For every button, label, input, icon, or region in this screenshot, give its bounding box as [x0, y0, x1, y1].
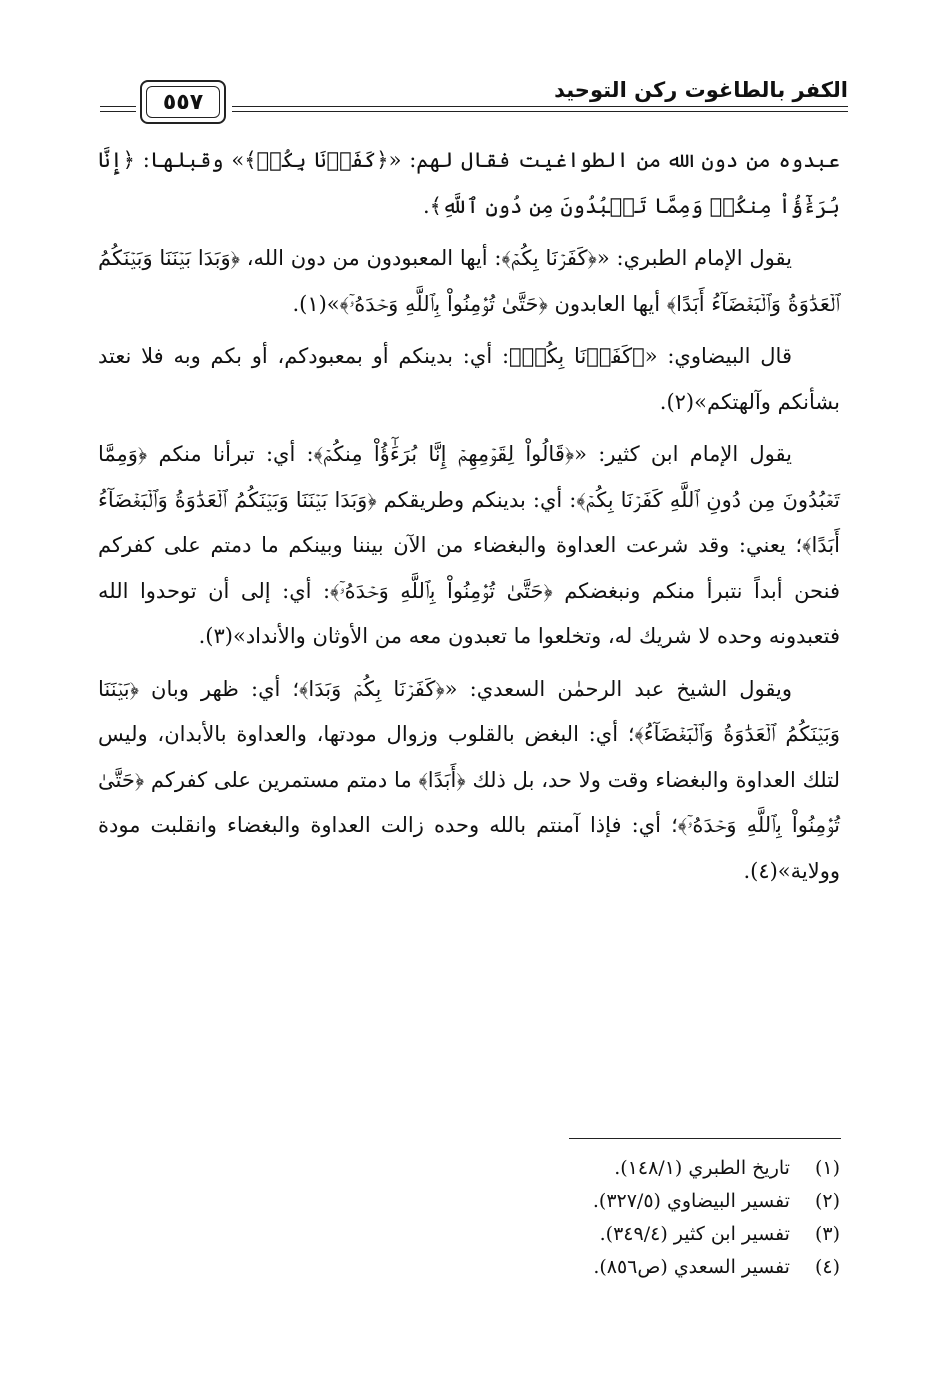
header-rule — [100, 106, 136, 107]
paragraph: قال البيضاوي: «﴿كَفَرۡنَا بِكُمۡ﴾: أي: بدينكم أو بمعبودكم، أو بكم وبه فلا نعتد بشأنكم وآلهتكم»(٢). — [98, 344, 840, 414]
footnote-text: تفسير البيضاوي (٣٢٧/٥). — [592, 1190, 790, 1212]
footnote-text: تاريخ الطبري (١٤٨/١). — [614, 1157, 790, 1179]
page-header — [100, 70, 848, 130]
footnote-number: (٣) — [814, 1223, 840, 1245]
paragraph: عبدوه من دون الله من الطواغيت فقال لهم: «﴿كَفَرۡنَا بِكُمۡ﴾» وقبلها: ﴿إِنَّا بُرَءَٰٓؤُاْ مِنكُمۡ وَمِمَّا تَعۡبُدُونَ مِن دُونِ ٱللَّهِ﴾. — [98, 148, 840, 218]
page-number: ٥٥٧ — [146, 86, 220, 118]
paragraph: ويقول الشيخ عبد الرحمٰن السعدي: «﴿كَفَرۡنَا بِكُمۡ وَبَدَا﴾؛ أي: ظهر وبان ﴿بَيۡنَنَا وَبَيۡنَكُمُ ٱلۡعَدَٰوَةُ وَٱلۡبَغۡضَآءُ﴾؛ أي: البغض بالقلوب وزوال مودتها، والعداوة بالأبدان، وليس لتلك العداوة والبغضاء وقت ولا حد، بل ذلك ﴿أَبَدًا﴾ ما دمتم مستمرين على كفركم ﴿حَتَّىٰ تُؤۡمِنُواْ بِٱللَّهِ وَحۡدَهُۥٓ﴾؛ أي: فإذا آمنتم بالله وحده زالت العداوة والبغضاء وانقلبت مودة وولاية»(٤). — [98, 676, 840, 883]
footnote-number: (٤) — [814, 1256, 840, 1278]
footnote — [420, 1218, 840, 1251]
footnote-number: (٢) — [814, 1190, 840, 1212]
footnote — [420, 1152, 840, 1185]
paragraph: يقول الإمام الطبري: «﴿كَفَرۡنَا بِكُمۡ﴾: أيها المعبودون من دون الله، ﴿وَبَدَا بَيۡنَنَا وَبَيۡنَكُمُ ٱلۡعَدَٰوَةُ وَٱلۡبَغۡضَآءُ أَبَدًا﴾ أيها العابدون ﴿حَتَّىٰ تُؤۡمِنُواْ بِٱللَّهِ وَحۡدَهُۥٓ﴾»(١). — [98, 246, 840, 316]
footnote — [420, 1185, 840, 1218]
footnote — [420, 1251, 840, 1284]
footnote-separator — [569, 1138, 841, 1139]
header-rule — [232, 111, 848, 112]
running-title: الكفر بالطاغوت ركن التوحيد — [554, 78, 848, 102]
page-number-frame — [140, 80, 226, 124]
header-rule — [232, 106, 848, 107]
paragraph: يقول الإمام ابن كثير: «﴿قَالُواْ لِقَوۡمِهِمۡ إِنَّا بُرَءَٰٓؤُاْ مِنكُمۡ﴾: أي: تبرأنا منكم ﴿وَمِمَّا تَعۡبُدُونَ مِن دُونِ ٱللَّهِ كَفَرۡنَا بِكُمۡ﴾: أي: بدينكم وطريقكم ﴿وَبَدَا بَيۡنَنَا وَبَيۡنَكُمُ ٱلۡعَدَٰوَةُ وَٱلۡبَغۡضَآءُ أَبَدًا﴾؛ يعني: وقد شرعت العداوة والبغضاء من الآن بيننا وبينكم ما دمتم على كفركم فنحن أبداً نتبرأ منكم ونبغضكم ﴿حَتَّىٰ تُؤۡمِنُواْ بِٱللَّهِ وَحۡدَهُۥٓ﴾: أي: إلى أن توحدوا الله فتعبدونه وحده لا شريك له، وتخلعوا ما تعبدون معه من الأوثان والأنداد»(٣). — [98, 442, 840, 648]
footnotes — [420, 1152, 840, 1284]
footnote-number: (١) — [814, 1157, 840, 1179]
footnote-text: تفسير السعدي (ص٨٥٦). — [593, 1256, 790, 1278]
footnote-text: تفسير ابن كثير (٣٤٩/٤). — [599, 1223, 790, 1245]
header-rule — [100, 111, 136, 112]
main-text — [98, 138, 840, 901]
